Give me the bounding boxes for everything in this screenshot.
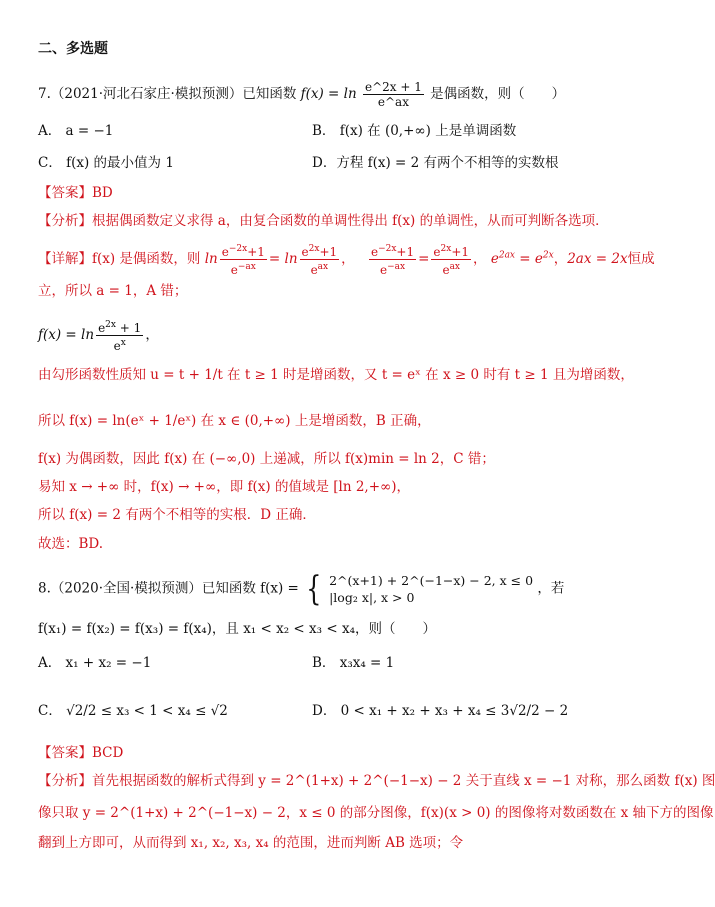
q7-answer: 【答案】BD bbox=[38, 185, 113, 201]
q7-detail-8: 所以 f(x) = 2 有两个不相等的实根．D 正确． bbox=[38, 507, 316, 523]
q8-analysis-3: 翻到上方即可，从而得到 x₁, x₂, x₃, x₄ 的范围，进而判断 AB 选项；令 bbox=[38, 835, 464, 851]
q7-detail-2: 立，所以 a = 1，A 错； bbox=[38, 283, 188, 299]
q7-detail-6: f(x) 为偶函数，因此 f(x) 在 (−∞,0) 上递减，所以 f(x)min = ln 2，C 错； bbox=[38, 451, 495, 467]
q7-option-d: D．方程 f(x) = 2 有两个不相等的实数根 bbox=[312, 155, 559, 171]
q7-formula: f(x) = ln $\frac{e^{2x} + 1}{e^x}$ ， bbox=[38, 320, 159, 353]
q7-option-a: A． a = −1 bbox=[38, 123, 114, 139]
q8-stem-2: f(x₁) = f(x₂) = f(x₃) = f(x₄)，且 x₁ < x₂ < x₃ < x₄，则（ ） bbox=[38, 621, 436, 637]
q8-analysis-1: 【分析】首先根据函数的解析式得到 y = 2^(1+x) + 2^(−1−x) − 2 关于直线 x = −1 对称，那么函数 f(x) 图 bbox=[38, 773, 715, 789]
q7-stem-fraction: $\frac{e\^{}2x + 1}{e\^{}ax}$ bbox=[364, 80, 422, 109]
q7-stem: 7.（2021·河北石家庄·模拟预测）已知函数 f(x) = ln $\frac{e\^{}2x + 1}{e\^{}ax}$ 是偶函数，则（ ） bbox=[38, 80, 566, 109]
q7-conclusion: 故选：BD. bbox=[38, 536, 104, 552]
q7-detail-7: 易知 x → +∞ 时，f(x) → +∞，即 f(x) 的值域是 [ln 2,+∞)， bbox=[38, 479, 411, 495]
section-title: 二、多选题 bbox=[38, 41, 108, 57]
q7-analysis: 【分析】根据偶函数定义求得 a，由复合函数的单调性得出 f(x) 的单调性，从而可判断各选项． bbox=[38, 213, 609, 229]
q8-option-d: D． 0 < x₁ + x₂ + x₃ + x₄ ≤ 3√2/2 − 2 bbox=[312, 703, 569, 719]
q7-option-b: B． f(x) 在 (0,+∞) 上是单调函数 bbox=[312, 123, 517, 139]
q8-stem: 8.（2020·全国·模拟预测）已知函数 f(x) = { 2^(x+1) + 2^(−1−x) − 2, x ≤ 0 |log₂ x|, x > 0 ，若 bbox=[38, 569, 565, 609]
q8-piecewise: 2^(x+1) + 2^(−1−x) − 2, x ≤ 0 |log₂ x|, x > 0 bbox=[329, 573, 534, 605]
q7-option-c: C． f(x) 的最小值为 1 bbox=[38, 155, 174, 171]
q8-option-a: A． x₁ + x₂ = −1 bbox=[38, 655, 152, 671]
q7-detail-1: 【详解】f(x) 是偶函数，则 ln $\frac{e^{-2x}+1}{e^{-ax}}$ = ln $\frac{e^{2x}+1}{e^{ax}}$ ， $\frac{e^{-2x}+1}{e^{-ax}}$ = $\frac{e^{2x}+1}{e^{ax}}$ ， $e^{2ax} = e^{2x}$，2ax = 2x恒成 bbox=[38, 244, 655, 277]
q8-option-c: C． √2/2 ≤ x₃ < 1 < x₄ ≤ √2 bbox=[38, 703, 228, 719]
q8-analysis-2: 像只取 y = 2^(1+x) + 2^(−1−x) − 2，x ≤ 0 的部分图像，f(x)(x > 0) 的图像将对数函数在 x 轴下方的图像 bbox=[38, 805, 714, 821]
q7-detail-4: 由勾形函数性质知 u = t + 1/t 在 t ≥ 1 时是增函数，又 t = eˣ 在 x ≥ 0 时有 t ≥ 1 且为增函数， bbox=[38, 367, 634, 383]
q8-option-b: B． x₃x₄ = 1 bbox=[312, 655, 395, 671]
q8-answer: 【答案】BCD bbox=[38, 745, 124, 761]
q7-detail-5: 所以 f(x) = ln(eˣ + 1/eˣ) 在 x ∈ (0,+∞) 上是增函数，B 正确， bbox=[38, 413, 431, 429]
